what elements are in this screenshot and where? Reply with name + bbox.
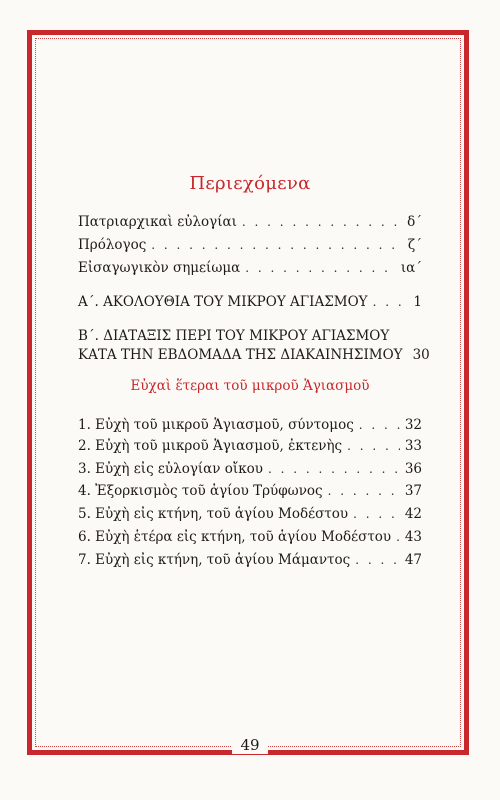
toc-entry-label: Πρόλογος bbox=[78, 237, 147, 253]
toc-entry-page: δ΄ bbox=[407, 214, 422, 230]
page-number-text: 49 bbox=[232, 736, 267, 754]
toc-entry-label: 1. Εὐχὴ τοῦ μικροῦ Ἁγιασμοῦ, σύντομος bbox=[78, 417, 354, 433]
toc-entry-label: 6. Εὐχὴ ἑτέρα εἰς κτήνη, τοῦ ἁγίου Μοδέστου bbox=[78, 529, 392, 545]
toc-entry-label: 3. Εὐχὴ εἰς εὐλογίαν οἴκου bbox=[78, 461, 263, 477]
toc-entry bbox=[78, 259, 422, 277]
toc-entry bbox=[78, 505, 422, 523]
toc-entry-page: ζ΄ bbox=[407, 237, 422, 253]
toc-entry bbox=[78, 551, 422, 569]
toc-entry-page: 37 bbox=[404, 483, 422, 499]
leader-dots bbox=[353, 505, 400, 523]
leader-dots bbox=[359, 416, 400, 434]
toc-entry-label: Πατριαρχικαὶ εὐλογίαι bbox=[78, 214, 237, 230]
toc-entry-label: ΚΑΤΑ ΤΗΝ ΕΒΔΟΜΑΔΑ ΤΗΣ ΔΙΑΚΑΙΝΗΣΙΜΟΥ bbox=[78, 347, 403, 363]
leader-dots bbox=[242, 213, 402, 231]
toc-entry-page: 36 bbox=[404, 461, 422, 477]
toc-entry bbox=[78, 236, 422, 254]
toc-section-b-line1: Β΄. ΔΙΑΤΑΞΙΣ ΠΕΡΙ ΤΟΥ ΜΙΚΡΟΥ ΑΓΙΑΣΜΟΥ bbox=[78, 328, 390, 344]
toc-section-b bbox=[78, 346, 430, 364]
toc-entry-page: 47 bbox=[404, 552, 422, 568]
toc-entry-page: 33 bbox=[404, 438, 422, 454]
leader-dots bbox=[328, 482, 400, 500]
prayers-subheading: Εὐχαὶ ἕτεραι τοῦ μικροῦ Ἁγιασμοῦ bbox=[130, 378, 370, 394]
toc-entry bbox=[78, 528, 422, 546]
toc-entry bbox=[78, 460, 422, 478]
leader-dots bbox=[245, 259, 396, 277]
leader-dots bbox=[268, 460, 400, 478]
toc-entry-label: 7. Εὐχὴ εἰς κτήνη, τοῦ ἁγίου Μάμαντος bbox=[78, 552, 351, 568]
toc-entry-page: 42 bbox=[404, 506, 422, 522]
toc-entry-label: 5. Εὐχὴ εἰς κτήνη, τοῦ ἁγίου Μοδέστου bbox=[78, 506, 349, 522]
toc-entry-label: 4. Ἐξορκισμὸς τοῦ ἁγίου Τρύφωνος bbox=[78, 483, 323, 499]
leader-dots bbox=[355, 551, 400, 569]
leader-dots bbox=[151, 236, 403, 254]
page-number bbox=[0, 736, 500, 754]
toc-entry bbox=[78, 416, 422, 434]
leader-dots bbox=[347, 437, 400, 455]
toc-entry-page: 30 bbox=[412, 347, 430, 363]
toc-entry bbox=[78, 213, 422, 231]
toc-entry-label: Α΄. ΑΚΟΛΟΥΘΙΑ ΤΟΥ ΜΙΚΡΟΥ ΑΓΙΑΣΜΟΥ bbox=[78, 294, 368, 310]
contents-title: Περιεχόμενα bbox=[189, 173, 311, 194]
toc-entry-label: Εἰσαγωγικὸν σημείωμα bbox=[78, 260, 241, 276]
toc-entry bbox=[78, 482, 422, 500]
toc-entry-page: 43 bbox=[404, 529, 422, 545]
toc-entry-page: 32 bbox=[404, 417, 422, 433]
toc-entry bbox=[78, 437, 422, 455]
toc-section-a bbox=[78, 293, 422, 311]
leader-dots bbox=[396, 528, 400, 546]
leader-dots bbox=[373, 293, 403, 311]
toc-entry-page: 1 bbox=[413, 294, 422, 310]
toc-entry-label: 2. Εὐχὴ τοῦ μικροῦ Ἁγιασμοῦ, ἐκτενὴς bbox=[78, 438, 343, 454]
toc-entry-page: ια΄ bbox=[400, 260, 422, 276]
